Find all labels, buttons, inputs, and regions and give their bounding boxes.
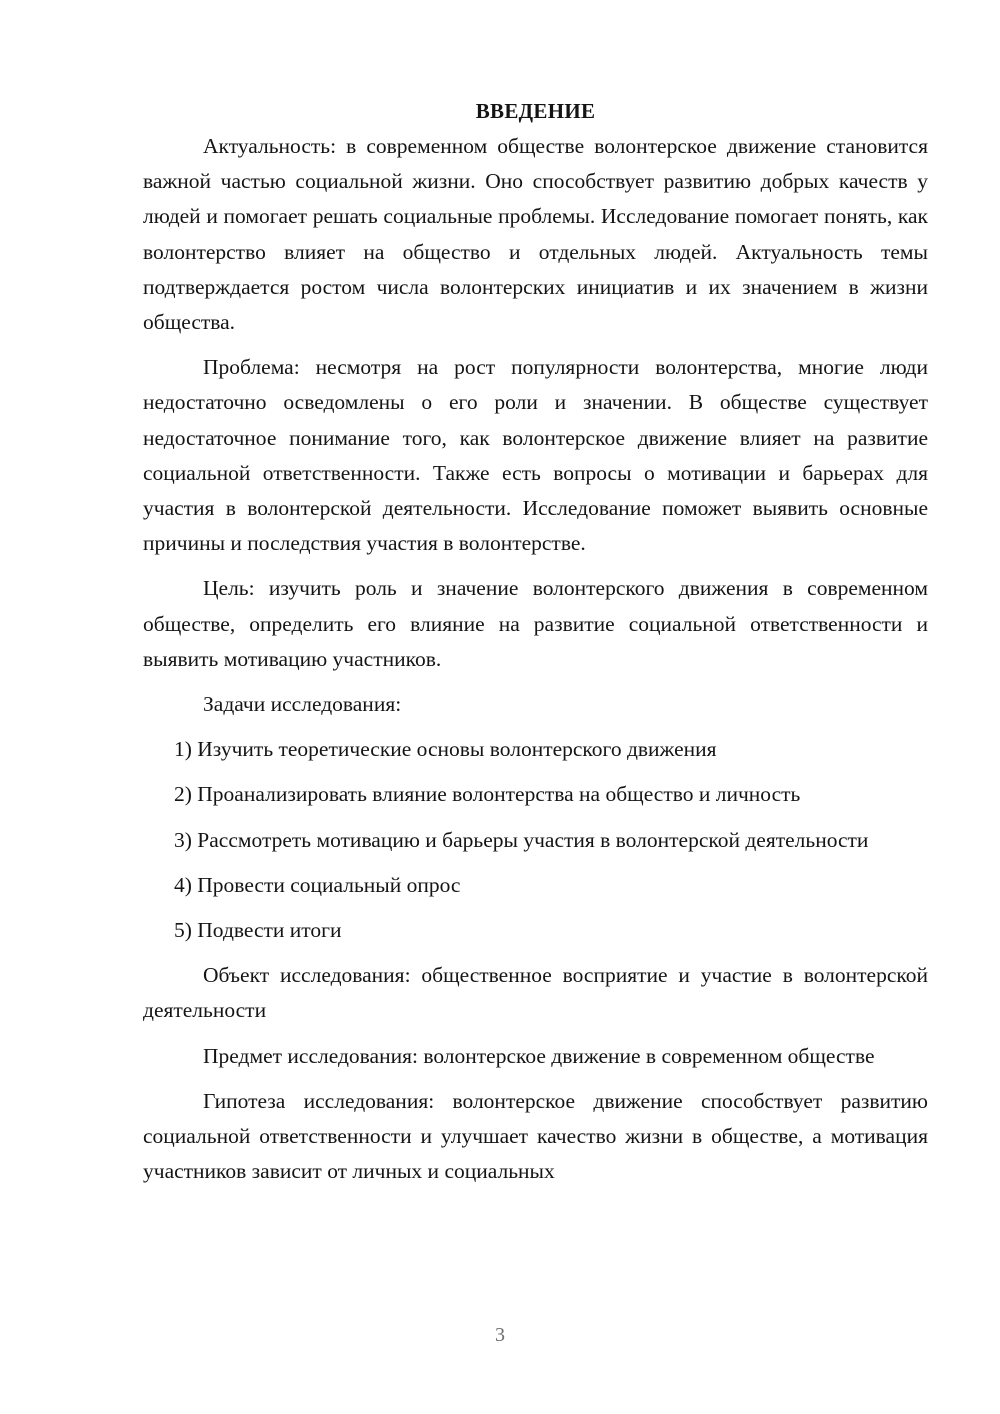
paragraph-hypothesis: Гипотеза исследования: волонтерское движение способствует развитию социальной ответственности и улучшает качество жизни в обществе, а мотивация участников зависит от личных и социальных <box>143 1088 928 1184</box>
page-number: 3 <box>495 1324 505 1346</box>
paragraph-object: Объект исследования: общественное восприятие и участие в волонтерской деятельности <box>143 963 928 1023</box>
section-title: ВВЕДЕНИЕ <box>475 99 596 123</box>
task-item: 2) Проанализировать влияние волонтерства на общество и личность <box>174 782 801 807</box>
paragraph-subject: Предмет исследования: волонтерское движение в современном обществе <box>203 1043 875 1068</box>
task-item: 1) Изучить теоретические основы волонтерского движения <box>174 737 717 762</box>
task-item: 3) Рассмотреть мотивацию и барьеры участия в волонтерской деятельности <box>174 827 869 852</box>
paragraph-problem: Проблема: несмотря на рост популярности волонтерства, многие люди недостаточно осведомлены о его роли и значении. В обществе существует недостаточное понимание того, как волонтерское движение влияет на развитие социальной ответственности. Также есть вопросы о мотивации и барьерах для участия в волонтерской деятельности. Исследование поможет выявить основные причины и последствия участия в волонтерстве. <box>143 355 928 556</box>
paragraph-goal: Цель: изучить роль и значение волонтерского движения в современном обществе, определить его влияние на развитие социальной ответственности и выявить мотивацию участников. <box>143 576 928 671</box>
paragraph-relevance: Актуальность: в современном обществе волонтерское движение становится важной частью социальной жизни. Оно способствует развитию добрых качеств у людей и помогает решать социальные проблемы. Исследование помогает понять, как волонтерство влияет на общество и отдельных людей. Актуальность темы подтверждается ростом числа волонтерских инициатив и их значением в жизни общества. <box>143 134 928 335</box>
task-item: 5) Подвести итоги <box>174 918 342 943</box>
document-body <box>143 94 928 1189</box>
tasks-heading: Задачи исследования: <box>203 692 402 717</box>
task-item: 4) Провести социальный опрос <box>174 872 461 897</box>
